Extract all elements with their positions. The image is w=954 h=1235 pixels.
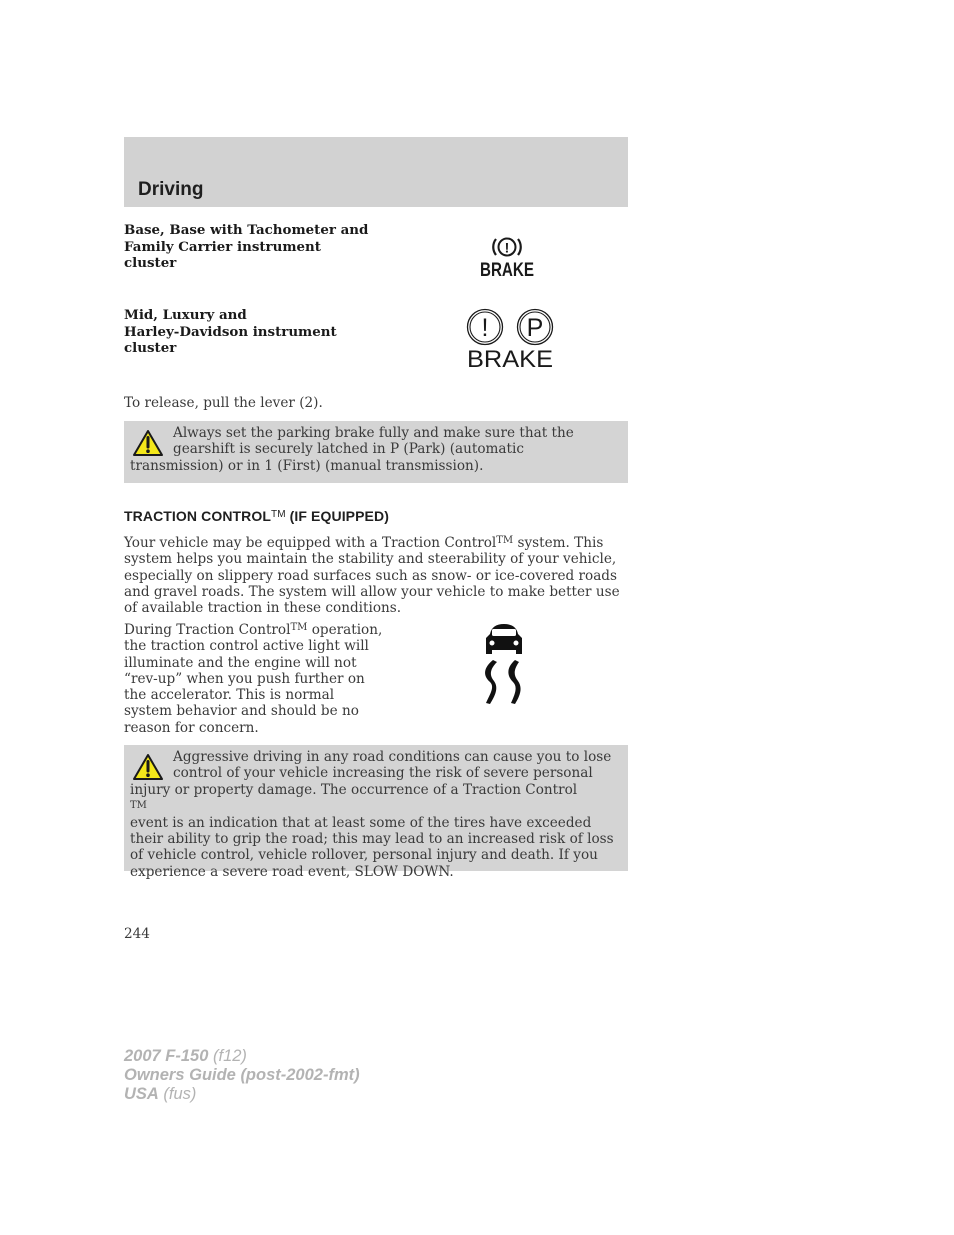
cluster-label-line: Harley-Davidson instrument (124, 323, 337, 340)
warning-line: of vehicle control, vehicle rollover, personal injury and death. If you (130, 847, 598, 864)
brake-text: BRAKE (467, 346, 553, 373)
page-number: 244 (124, 926, 150, 942)
footer-line-2: Owners Guide (post-2002-fmt) (124, 1066, 360, 1084)
cluster-label-mid (124, 307, 384, 357)
traction-paragraph-2: During Traction Control™ operation, the traction control active light will illuminate and the engine will not “rev-up” when you push further on the accelerator. This is normal system behavior and should be no reason for concern. (124, 622, 383, 736)
cluster-label-line: cluster (124, 340, 177, 357)
warning-line: Always set the parking brake fully and make sure that the (173, 425, 574, 441)
brake-exclamation: ! (481, 314, 489, 342)
cluster-label-line: Mid, Luxury and (124, 307, 247, 323)
traction-control-icon (478, 620, 530, 708)
section-title: Driving (138, 179, 204, 200)
cluster-label-base (124, 222, 384, 272)
section-header-band (124, 137, 628, 207)
warning-line: transmission) or in 1 (First) (manual transmission). (130, 457, 484, 474)
traction-control-heading: TRACTION CONTROL™ (IF EQUIPPED) (124, 508, 389, 524)
document-footer (124, 1047, 360, 1104)
warning-line: their ability to grip the road; this may lead to an increased risk of loss (130, 831, 614, 848)
warning-text (130, 749, 614, 880)
park-letter: P (526, 314, 544, 342)
warning-line: gearshift is securely latched in P (Park) (automatic (173, 441, 524, 458)
warning-line: Aggressive driving in any road conditions can cause you to lose (173, 749, 612, 765)
cluster-label-line: Base, Base with Tachometer and (124, 222, 369, 238)
release-instruction: To release, pull the lever (2). (124, 395, 323, 411)
warning-line: injury or property damage. The occurrence of a Traction Control TM (130, 781, 578, 812)
warning-box-parking (124, 421, 628, 483)
brake-text: BRAKE (480, 260, 534, 281)
warning-line: experience a severe road event, SLOW DOWN. (130, 863, 454, 880)
brake-exclamation: ! (504, 239, 510, 256)
traction-paragraph-1: Your vehicle may be equipped with a Traction Control™ system. This system helps you maintain the stability and steerability of your vehicle, especially on slippery road surfaces such as snow- or ice-covered roads and gravel roads. The system will allow your vehicle to make better use of available traction in these conditions. (124, 535, 620, 617)
trademark-mark: TM (271, 509, 286, 520)
warning-line: control of your vehicle increasing the risk of severe personal (173, 765, 593, 782)
brake-park-warning-icon (462, 306, 558, 372)
warning-box-traction (124, 745, 628, 880)
cluster-label-line: Family Carrier instrument (124, 238, 321, 255)
warning-line: event is an indication that at least some of the tires have exceeded (130, 814, 592, 831)
footer-line-1: 2007 F-150 (f12) (124, 1047, 247, 1065)
cluster-label-line: cluster (124, 255, 177, 272)
brake-warning-icon (474, 232, 540, 280)
footer-line-3: USA (fus) (124, 1085, 197, 1103)
warning-text (130, 425, 574, 474)
